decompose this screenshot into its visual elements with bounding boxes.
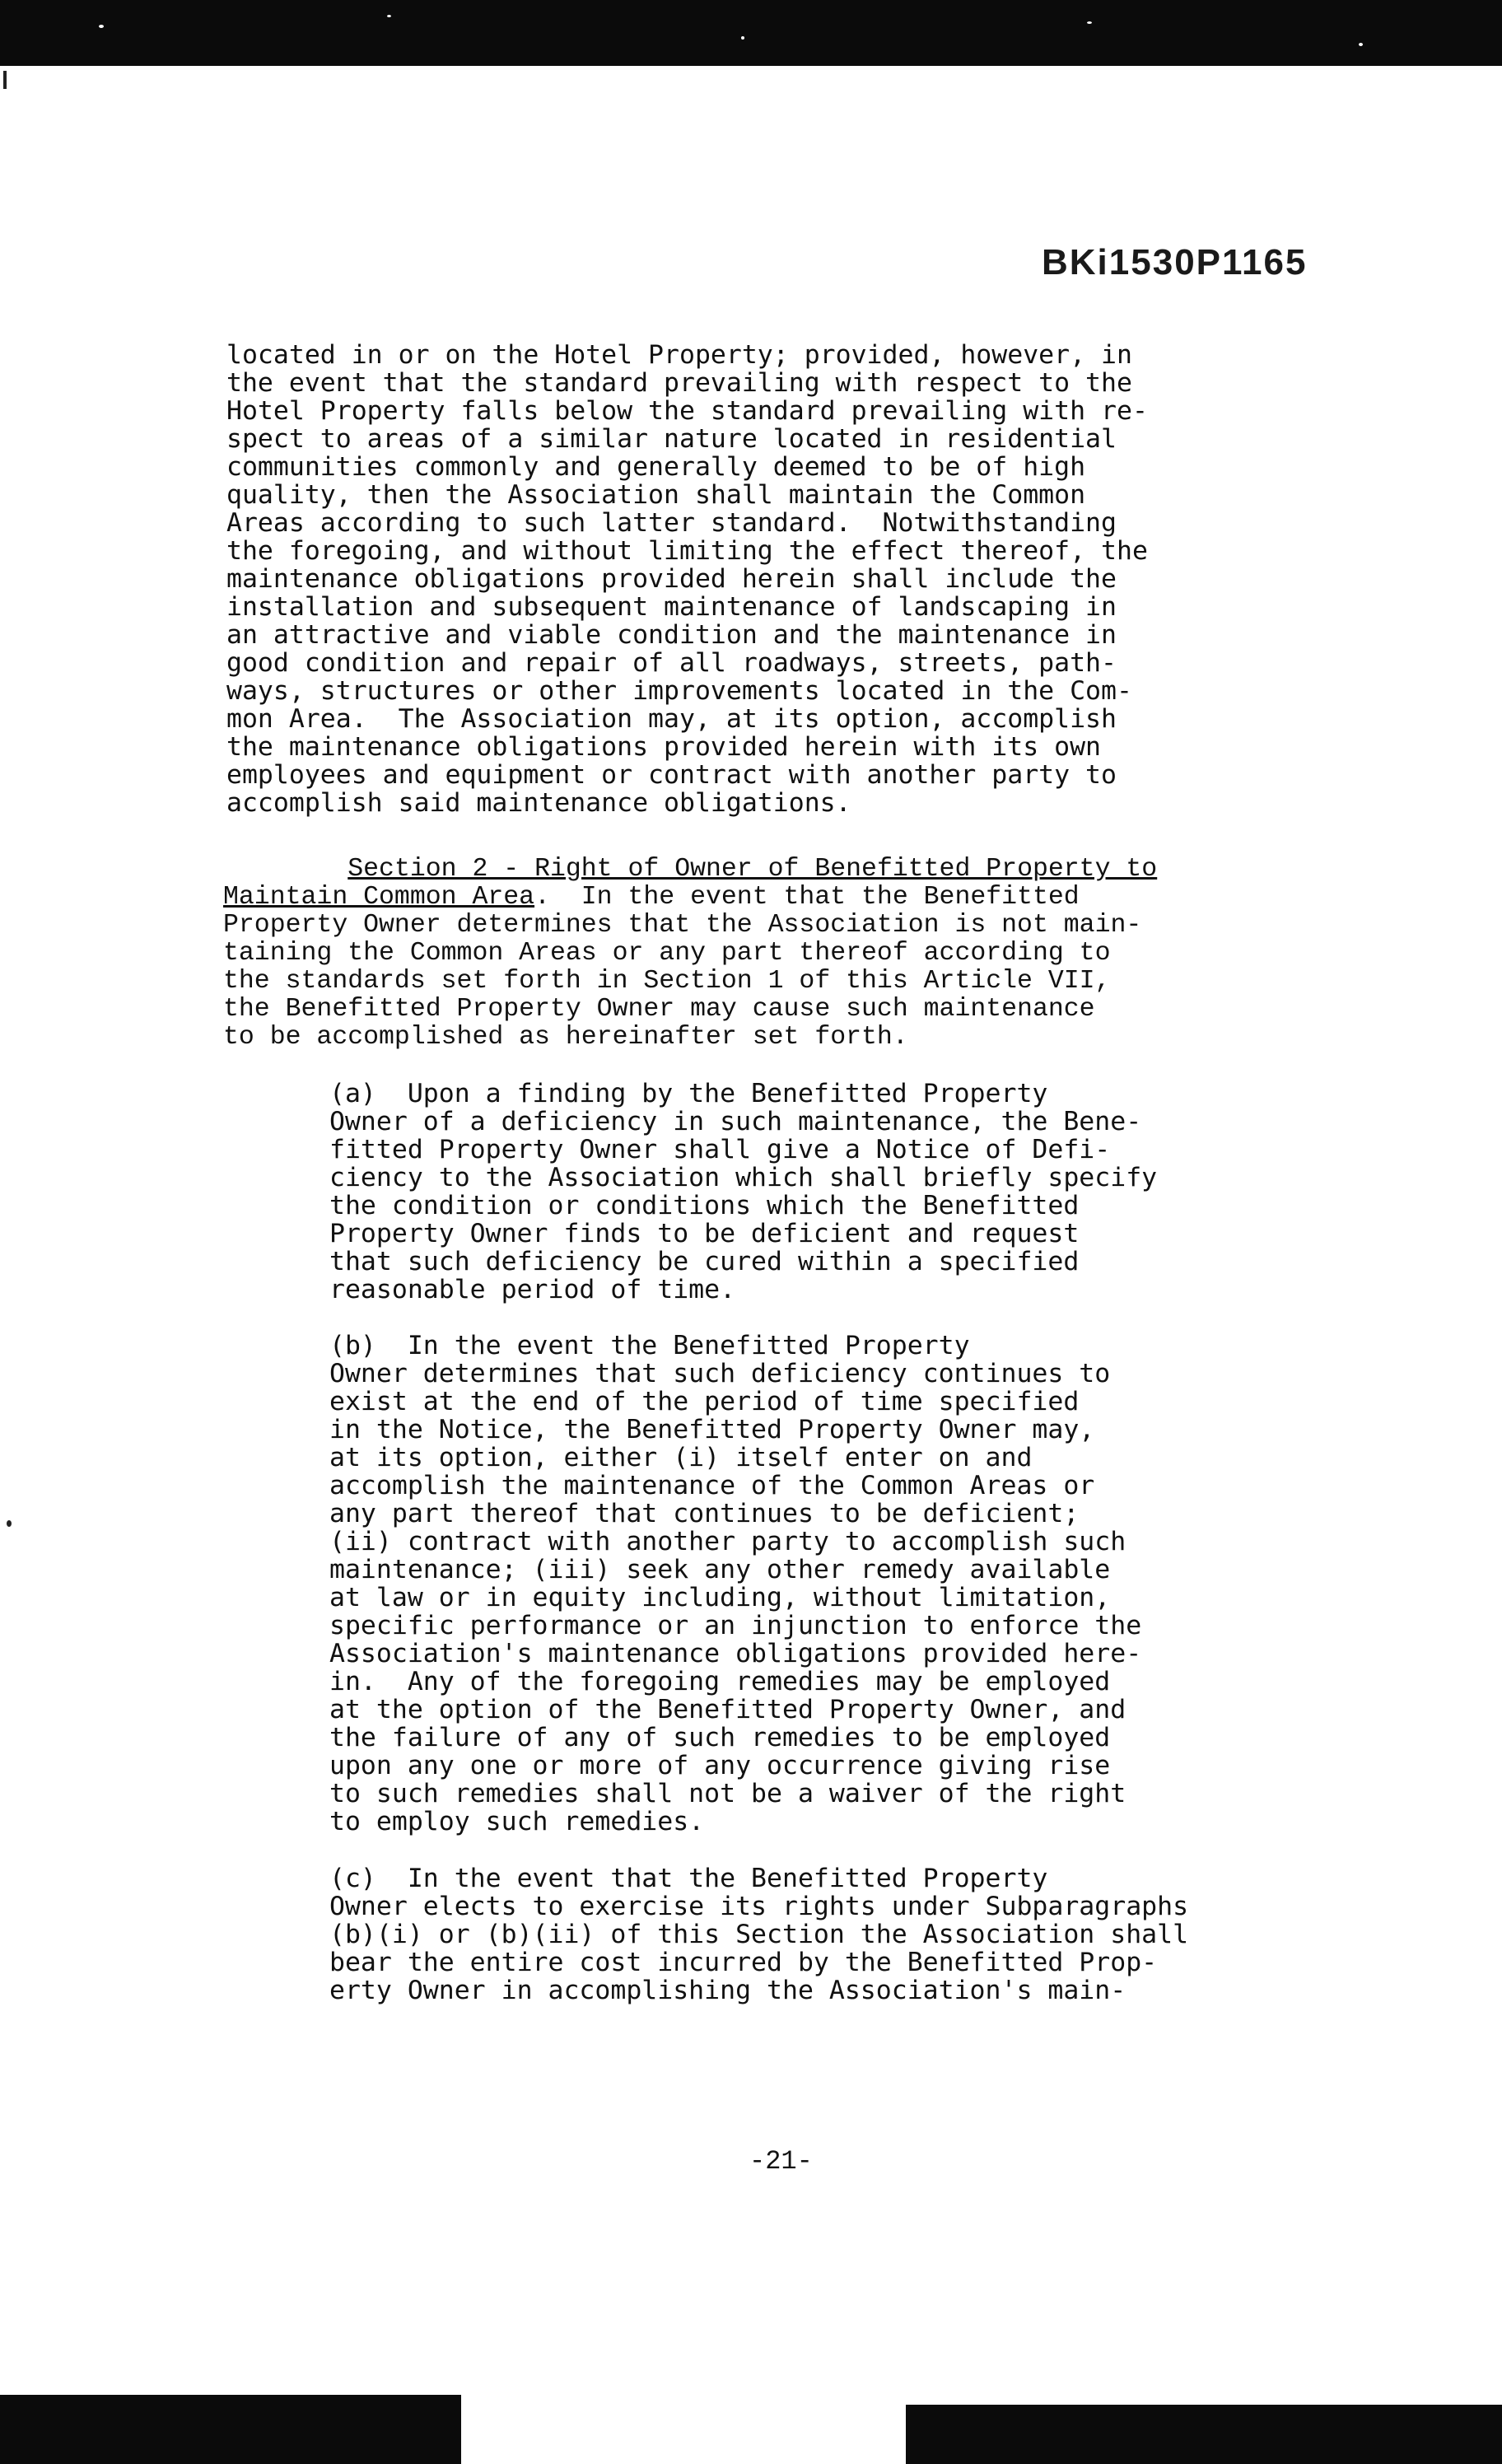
- section-2-body: Property Owner determines that the Association is not main- taining the Common Areas or any part thereof according to the standards set forth in Section 1 of this Article VII, the Benefitted Property Owner may cause such maintenance to be accomplished as hereinafter set forth.: [223, 911, 1142, 1052]
- scan-speck: [99, 25, 104, 28]
- margin-mark: [7, 1520, 12, 1527]
- document-id-stamp: BKi1530P1165: [1042, 242, 1308, 282]
- scan-border-top: [0, 0, 1502, 66]
- section-2-intro-tail: . In the event that the Benefitted: [534, 883, 1080, 912]
- body-paragraph-1: located in or on the Hotel Property; provided, however, in the event that the standard prevailing with respect to the Hotel Property falls below the standard prevailing with re- spect to areas of a similar nature located in residential communities commonly and generally deemed to be of high quality, then the Association shall maintain the Common Areas according to such latter standard. Notwithstanding the foregoing, and without limiting the effect thereof, the maintenance obligations provided herein shall include the installation and subsequent maintenance of landscaping in an attractive and viable condition and the maintenance in good condition and repair of all roadways, streets, path- ways, structures or other improvements located in the Com- mon Area. The Association may, at its option, accomplish the maintenance obligations provided herein with its own employees and equipment or contract with another party to accomplish said maintenance obligations.: [226, 340, 1148, 818]
- section-2-heading-line-2: Maintain Common Area: [223, 883, 535, 912]
- subparagraph-b: (b) In the event the Benefitted Property Owner determines that such deficiency continues to exist at the end of the period of time specified in the Notice, the Benefitted Property Owner may, at its option, either (i) itself enter on and accomplish the maintenance of the Common Areas or any part thereof that continues to be deficient; (ii) contract with another party to accomplish such maintenance; (iii) seek any other remedy available at law or in equity including, without limitation, specific performance or an injunction to enforce the Association's maintenance obligations provided here- in. Any of the foregoing remedies may be employed at the option of the Benefitted Property Owner, and the failure of any of such remedies to be employed upon any one or more of any occurrence giving rise to such remedies shall not be a waiver of the right to employ such remedies.: [329, 1331, 1142, 1836]
- page-number: -21-: [749, 2146, 813, 2177]
- subparagraph-c: (c) In the event that the Benefitted Property Owner elects to exercise its rights under Subparagraphs (b)(i) or (b)(ii) of this Section the Association shall bear the entire cost incurred by the Benefitted Prop- erty Owner in accomplishing the Association's main-: [329, 1864, 1189, 2005]
- subparagraph-a: (a) Upon a finding by the Benefitted Property Owner of a deficiency in such maintenance, the Bene- fitted Property Owner shall give a Notice of Defi- ciency to the Association which shall briefly specify the condition or conditions which the Benefitted Property Owner finds to be deficient and request that such deficiency be cured within a specified reasonable period of time.: [329, 1079, 1158, 1304]
- margin-mark: [3, 71, 7, 89]
- scan-border-bottom-left: [0, 2395, 461, 2464]
- scan-speck: [1087, 21, 1092, 24]
- section-2: [223, 856, 1157, 1052]
- section-2-heading-line-1: Section 2 - Right of Owner of Benefitted Property to: [348, 855, 1158, 884]
- scan-border-bottom-right: [906, 2405, 1502, 2464]
- scan-speck: [741, 36, 744, 40]
- scan-speck: [1359, 43, 1363, 46]
- scan-speck: [387, 15, 391, 17]
